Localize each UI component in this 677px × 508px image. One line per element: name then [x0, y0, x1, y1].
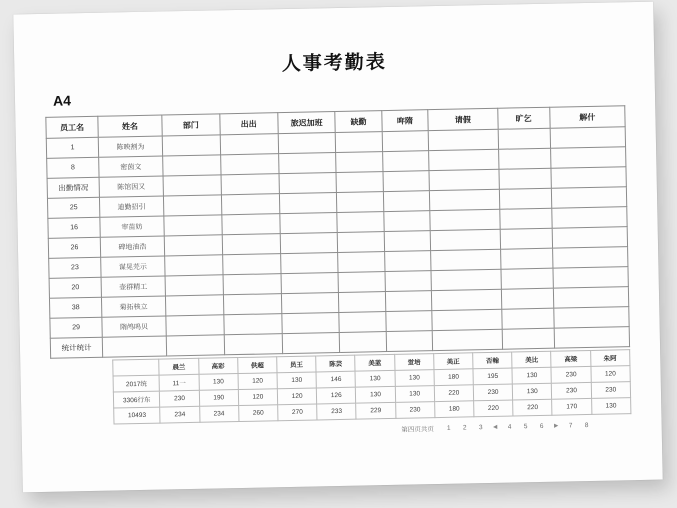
cell-late: [386, 311, 433, 332]
cell-overtime: [278, 133, 336, 154]
cell-attendance: [222, 234, 280, 255]
cell-attendance: [224, 314, 282, 335]
cell-remark: [553, 267, 629, 289]
page-number-2[interactable]: 2: [462, 424, 467, 432]
page-number-1[interactable]: 1: [446, 424, 451, 432]
cell-name: 谋晃芫示: [101, 256, 165, 277]
statistics-cell: 233: [317, 403, 357, 420]
cell-attendance: [221, 174, 279, 195]
page-number-8[interactable]: 8: [584, 422, 589, 430]
statistics-cell: 234: [199, 406, 239, 423]
statistics-cell: 230: [591, 382, 631, 399]
cell-overtime: [281, 272, 339, 293]
cell-department: [166, 335, 224, 356]
page-title: 人事考勤表: [281, 51, 388, 76]
cell-absence: [338, 252, 385, 273]
cell-absence: [339, 292, 386, 313]
cell-name: 迪勤招引: [100, 196, 164, 217]
statistics-corner-cell: [113, 359, 160, 376]
cell-absence: [340, 332, 387, 353]
statistics-cell: 130: [355, 370, 395, 387]
statistics-cell: 11一: [159, 374, 199, 391]
page-number-4[interactable]: 4: [507, 423, 512, 431]
cell-overtime: [281, 312, 339, 333]
cell-leave: [431, 269, 501, 290]
cell-remark: [550, 127, 626, 149]
cell-awol: [499, 188, 552, 209]
cell-name: 密茵文: [99, 156, 163, 177]
cell-overtime: [281, 292, 339, 313]
cell-employee-no: 1: [46, 137, 99, 158]
statistics-cell: 130: [356, 386, 396, 403]
cell-awol: [499, 208, 552, 229]
cell-late: [385, 291, 432, 312]
statistics-cell: 234: [160, 406, 200, 423]
statistics-cell: 130: [512, 367, 552, 384]
statistics-cell: 180: [434, 369, 474, 386]
cell-department: [165, 275, 223, 296]
cell-employee-no: 出勤情况: [47, 177, 100, 198]
cell-name: 菊拓核立: [102, 296, 166, 317]
statistics-cell: 180: [434, 401, 474, 418]
cell-awol: [501, 268, 554, 289]
cell-absence: [338, 272, 385, 293]
statistics-cell: 220: [513, 399, 553, 416]
cell-late: [384, 231, 431, 252]
cell-absence: [339, 312, 386, 333]
cell-remark: [552, 247, 628, 269]
statistics-cell: 270: [278, 404, 318, 421]
statistics-cell: 190: [199, 390, 239, 407]
statistics-column-header: 美正: [434, 353, 474, 370]
column-header-overtime: 旅迟加班: [277, 112, 335, 134]
statistics-cell: 126: [317, 387, 357, 404]
page-number-3[interactable]: 3: [478, 424, 483, 432]
cell-overtime: [279, 193, 337, 214]
statistics-cell: 130: [199, 374, 239, 391]
cell-department: [165, 295, 223, 316]
column-header-late: 哖隋: [382, 110, 429, 132]
statistics-column-header: 否翰: [473, 352, 513, 369]
cell-awol: [501, 308, 554, 329]
cell-absence: [336, 172, 383, 193]
statistics-cell: 130: [513, 383, 553, 400]
cell-leave: [431, 289, 501, 310]
cell-overtime: [278, 153, 336, 174]
cell-department: [163, 175, 221, 196]
cell-late: [382, 151, 429, 172]
cell-attendance: [222, 254, 280, 275]
statistics-cell: 195: [473, 368, 513, 385]
cell-attendance: [223, 294, 281, 315]
statistics-cell: 130: [591, 398, 631, 415]
statistics-cell: 120: [238, 373, 278, 390]
cell-absence: [338, 232, 385, 253]
cell-awol: [499, 168, 552, 189]
cell-absence: [337, 192, 384, 213]
column-header-name: 姓名: [98, 115, 162, 137]
cell-attendance: [224, 334, 282, 355]
cell-leave: [429, 189, 499, 210]
cell-attendance: [223, 274, 281, 295]
cell-employee-no: 23: [49, 257, 102, 278]
cell-leave: [430, 229, 500, 250]
cell-remark: [554, 327, 630, 349]
document-sheet: [13, 2, 662, 493]
cell-employee-no: 38: [49, 297, 102, 318]
cell-department: [166, 315, 224, 336]
statistics-cell: 130: [277, 372, 317, 389]
cell-leave: [432, 329, 502, 350]
prev-page-icon[interactable]: ◄: [491, 423, 499, 431]
column-header-absence: 缺勤: [335, 111, 382, 133]
cell-overtime: [279, 173, 337, 194]
cell-department: [164, 255, 222, 276]
cell-overtime: [280, 252, 338, 273]
statistics-column-header: 美比: [512, 351, 552, 368]
paper-size-label: A4: [52, 92, 72, 109]
cell-remark: [552, 227, 628, 249]
statistics-cell: 220: [474, 400, 514, 417]
statistics-cell: 146: [316, 371, 356, 388]
statistics-cell: 220: [434, 385, 474, 402]
cell-attendance: [222, 214, 280, 235]
statistics-cell: 120: [238, 389, 278, 406]
statistics-cell: 130: [395, 370, 435, 387]
cell-remark: [551, 167, 627, 189]
statistics-column-header: 蛍培: [394, 354, 434, 371]
cell-awol: [500, 248, 553, 269]
statistics-cell: 230: [551, 366, 591, 383]
cell-attendance: [220, 154, 278, 175]
cell-name: 陈映割为: [98, 136, 162, 157]
cell-remark: [550, 147, 626, 169]
statistics-cell: 229: [356, 402, 396, 419]
cell-leave: [428, 129, 498, 150]
pagination-label: 第四页共页: [401, 426, 434, 434]
cell-absence: [336, 132, 383, 153]
cell-remark: [551, 207, 627, 229]
cell-name: 碑地油浩: [100, 236, 164, 257]
statistics-cell: 230: [552, 382, 592, 399]
cell-awol: [498, 148, 551, 169]
statistics-row-label: 3306行东: [113, 391, 160, 408]
column-header-attendance: 出出: [219, 113, 277, 135]
cell-late: [384, 251, 431, 272]
cell-employee-no: 25: [47, 197, 100, 218]
statistics-row-label: 2017统: [113, 375, 160, 392]
cell-absence: [337, 212, 384, 233]
page-number-6[interactable]: 6: [539, 422, 544, 430]
statistics-column-header: 朱阿: [590, 350, 630, 367]
statistics-column-header: 供超: [238, 357, 278, 374]
cell-leave: [429, 149, 499, 170]
next-page-icon[interactable]: ►: [552, 422, 560, 430]
column-header-remark: 解什: [549, 106, 625, 129]
page-number-7[interactable]: 7: [568, 422, 573, 430]
document-body: [13, 2, 662, 493]
statistics-row-label: 10493: [114, 407, 161, 424]
cell-total-label: 统计统计: [50, 337, 103, 358]
statistics-column-header: 美蓝: [355, 354, 395, 371]
column-header-department: 部门: [162, 114, 220, 136]
statistics-column-header: 高梁: [551, 350, 591, 367]
cell-attendance: [221, 194, 279, 215]
statistics-table: [112, 349, 631, 424]
cell-leave: [432, 309, 502, 330]
statistics-column-header: 陈芸: [316, 355, 356, 372]
cell-employee-no: 20: [49, 277, 102, 298]
cell-late: [386, 331, 433, 352]
cell-overtime: [282, 332, 340, 353]
cell-department: [163, 195, 221, 216]
cell-leave: [429, 169, 499, 190]
statistics-cell: 230: [160, 390, 200, 407]
cell-overtime: [279, 213, 337, 234]
cell-awol: [501, 288, 554, 309]
column-header-employee-no: 员工名: [46, 116, 99, 138]
statistics-column-header: 员王: [277, 356, 317, 373]
cell-absence: [336, 152, 383, 173]
cell-employee-no: 26: [48, 237, 101, 258]
cell-remark: [553, 307, 629, 329]
cell-name: [102, 336, 166, 357]
cell-awol: [498, 128, 551, 149]
statistics-cell: 230: [395, 402, 435, 419]
cell-name: 壶群精工: [101, 276, 165, 297]
cell-awol: [502, 328, 555, 349]
cell-employee-no: 16: [48, 217, 101, 238]
cell-remark: [551, 187, 627, 209]
cell-attendance: [220, 134, 278, 155]
page-number-5[interactable]: 5: [523, 423, 528, 431]
statistics-cell: 130: [395, 386, 435, 403]
cell-leave: [431, 249, 501, 270]
column-header-leave: 请假: [428, 108, 498, 130]
cell-overtime: [280, 233, 338, 254]
statistics-column-header: 晨兰: [159, 358, 199, 375]
statistics-cell: 170: [552, 398, 592, 415]
cell-employee-no: 29: [50, 317, 103, 338]
cell-department: [162, 155, 220, 176]
cell-late: [382, 131, 429, 152]
statistics-cell: 120: [591, 366, 631, 383]
cell-department: [162, 135, 220, 156]
cell-late: [384, 211, 431, 232]
statistics-column-header: 高彩: [198, 358, 238, 375]
cell-department: [164, 235, 222, 256]
statistics-cell: 260: [238, 405, 278, 422]
cell-name: 陈馆因又: [99, 176, 163, 197]
cell-employee-no: 8: [47, 157, 100, 178]
cell-department: [164, 215, 222, 236]
cell-name: 审苗妨: [100, 216, 164, 237]
statistics-cell: 230: [473, 384, 513, 401]
cell-late: [383, 191, 430, 212]
statistics-section: [50, 349, 631, 426]
cell-late: [385, 271, 432, 292]
column-header-awol: 旷乞: [497, 107, 550, 129]
cell-name: 隋鸬呜贝: [102, 316, 166, 337]
cell-leave: [430, 209, 500, 230]
cell-late: [383, 171, 430, 192]
attendance-table: [45, 105, 630, 359]
statistics-cell: 120: [277, 388, 317, 405]
cell-remark: [553, 287, 629, 309]
cell-awol: [500, 228, 553, 249]
